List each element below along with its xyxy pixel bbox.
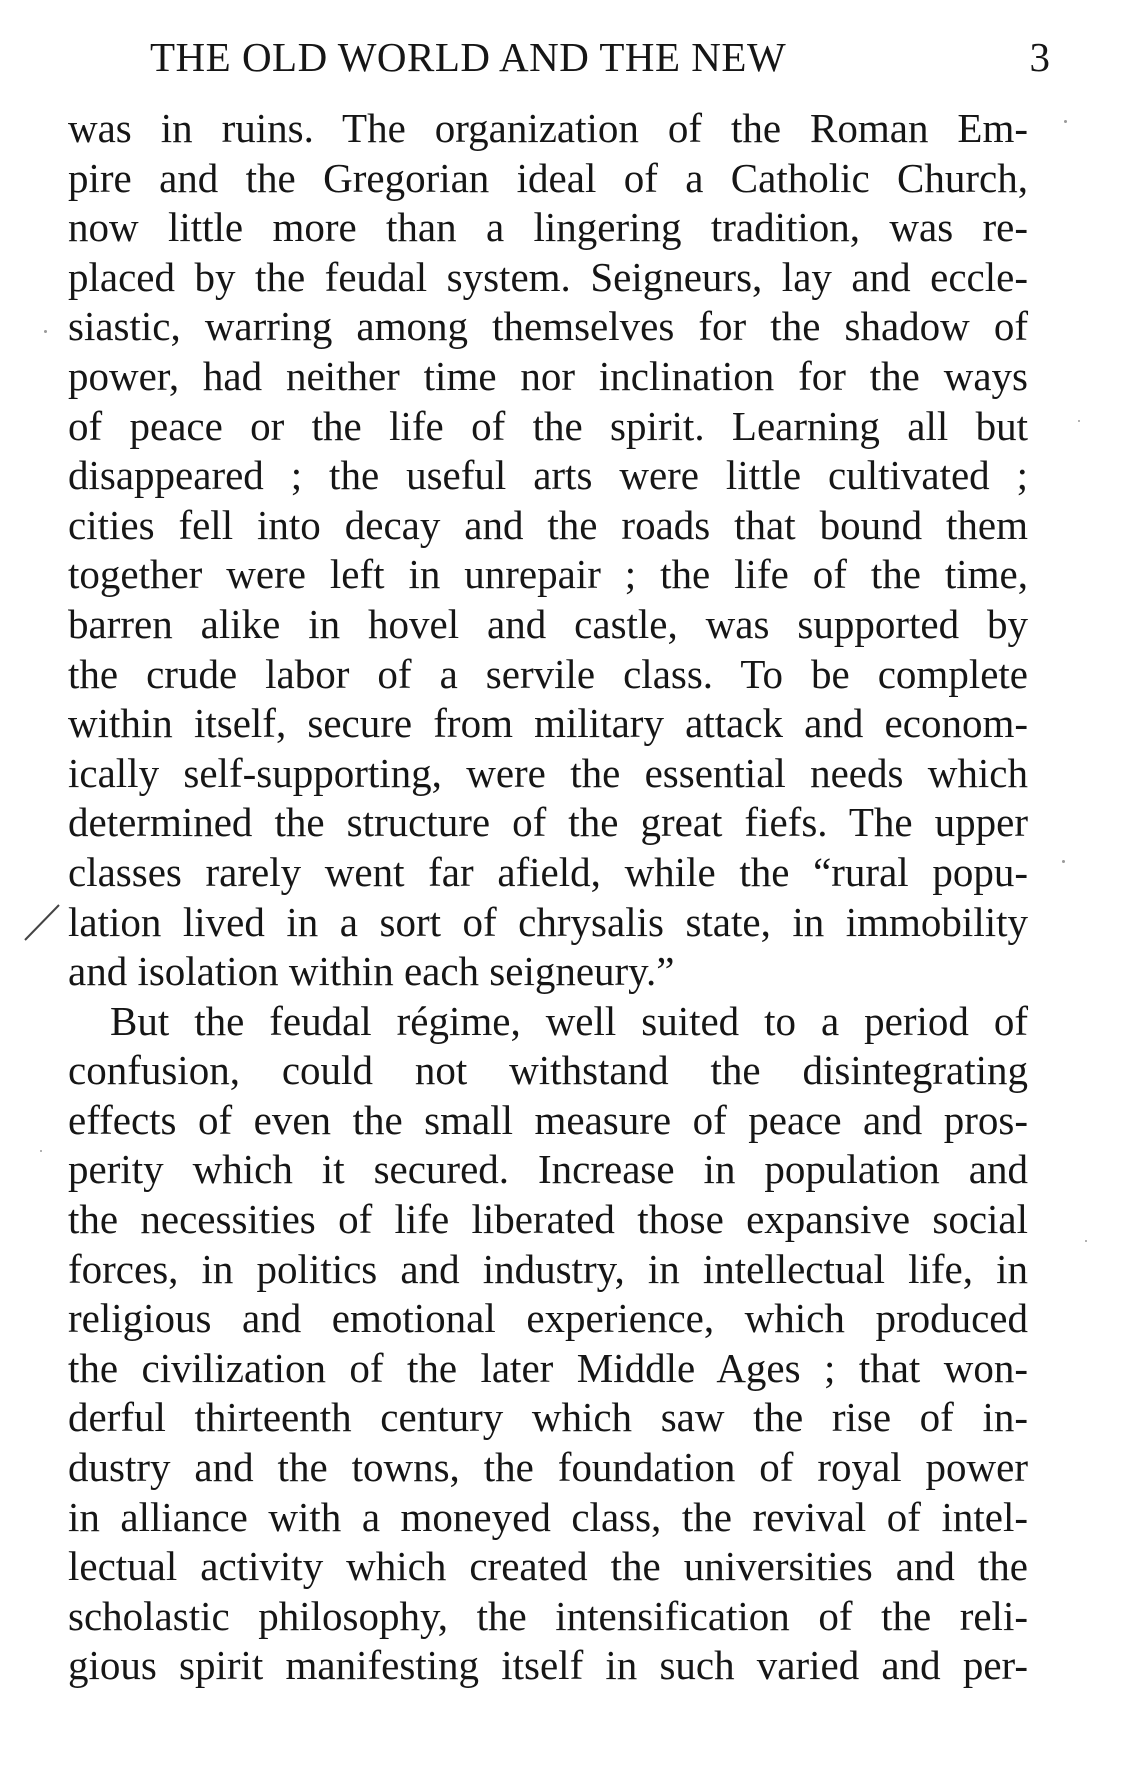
- scan-speck: [44, 330, 47, 333]
- text-line: confusion, could not withstand the disintegrating: [68, 1047, 1028, 1094]
- text-line: barren alike in hovel and castle, was supported by: [68, 600, 1028, 647]
- body-text: [68, 104, 1028, 1691]
- text-line: ically self-supporting, were the essential needs which: [68, 749, 1028, 796]
- text-line: disappeared ; the useful arts were little cultivated ;: [68, 452, 1028, 499]
- text-line: in alliance with a moneyed class, the revival of intel-: [68, 1493, 1028, 1540]
- text-line: placed by the feudal system. Seigneurs, lay and eccle-: [68, 253, 1028, 300]
- text-line: cities fell into decay and the roads that bound them: [68, 501, 1028, 548]
- text-line: within itself, secure from military attack and econom-: [68, 700, 1028, 747]
- text-line: the civilization of the later Middle Ages ; that won-: [68, 1344, 1028, 1391]
- text-line: lectual activity which created the universities and the: [68, 1543, 1028, 1590]
- scan-speck: [1085, 1240, 1087, 1242]
- text-line: perity which it secured. Increase in population and: [68, 1146, 1028, 1193]
- scan-speck: [1062, 860, 1065, 863]
- text-line: together were left in unrepair ; the life of the time,: [68, 551, 1028, 598]
- text-line: power, had neither time nor inclination for the ways: [68, 352, 1028, 399]
- text-line: religious and emotional experience, which produced: [68, 1295, 1028, 1342]
- text-line: determined the structure of the great fiefs. The upper: [68, 799, 1028, 846]
- pencil-margin-mark-icon: [22, 902, 62, 942]
- scan-speck: [1064, 120, 1067, 123]
- text-line: siastic, warring among themselves for the shadow of: [68, 303, 1028, 350]
- text-line: classes rarely went far afield, while the “rural popu-: [68, 848, 1028, 895]
- page-number: 3: [1029, 34, 1050, 80]
- text-line: pire and the Gregorian ideal of a Catholic Church,: [68, 154, 1028, 201]
- text-line: derful thirteenth century which saw the rise of in-: [68, 1394, 1028, 1441]
- text-line: was in ruins. The organization of the Roman Em-: [68, 105, 1028, 151]
- text-line: effects of even the small measure of peace and pros-: [68, 1096, 1028, 1143]
- text-line: lation lived in a sort of chrysalis state, in immobility: [68, 898, 1028, 945]
- paragraph-2: [68, 997, 1028, 1691]
- running-title: THE OLD WORLD AND THE NEW: [150, 34, 787, 80]
- scan-speck: [40, 1150, 42, 1152]
- text-line: of peace or the life of the spirit. Learning all but: [68, 402, 1028, 449]
- text-line: scholastic philosophy, the intensification of the reli-: [68, 1592, 1028, 1639]
- text-line: dustry and the towns, the foundation of royal power: [68, 1444, 1028, 1491]
- text-line: now little more than a lingering tradition, was re-: [68, 204, 1028, 251]
- page-header: [150, 32, 1050, 82]
- scan-speck: [1078, 420, 1080, 422]
- paragraph-1: [68, 104, 1028, 997]
- text-line: forces, in politics and industry, in intellectual life, in: [68, 1245, 1028, 1292]
- text-line: But the feudal régime, well suited to a period of: [110, 997, 1028, 1044]
- text-line: gious spirit manifesting itself in such varied and per-: [68, 1642, 1028, 1689]
- text-line: the crude labor of a servile class. To be complete: [68, 650, 1028, 697]
- text-line: and isolation within each seigneury.”: [68, 948, 675, 995]
- text-line: the necessities of life liberated those expansive social: [68, 1196, 1028, 1243]
